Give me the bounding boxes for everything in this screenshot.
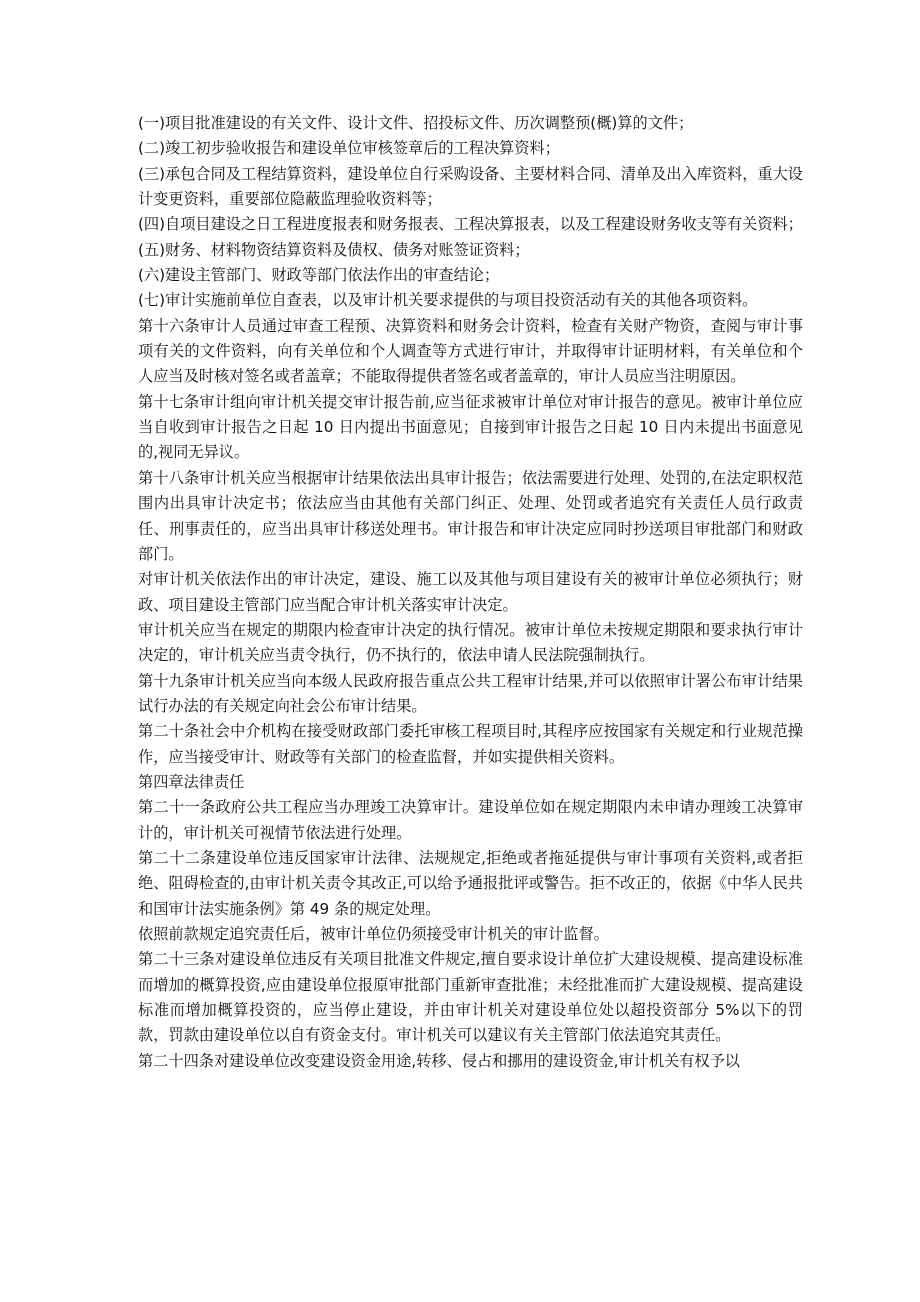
article-18: 第十八条审计机关应当根据审计结果依法出具审计报告；依法需要进行处理、处罚的,在法定职权范围内出具审计决定书；依法应当由其他有关部门纠正、处理、处罚或者追究有关责任人员行政责任、刑事责任的，应当出具审计移送处理书。审计报告和审计决定应同时抄送项目审批部门和财政部门。 — [138, 468, 803, 563]
clause-item-7: (七)审计实施前单位自查表，以及审计机关要求提供的与项目投资活动有关的其他各项资料。 — [138, 291, 758, 310]
article-24: 第二十四条对建设单位改变建设资金用途,转移、侵占和挪用的建设资金,审计机关有权予以 — [138, 1051, 740, 1070]
article-18-para-3: 审计机关应当在规定的期限内检查审计决定的执行情况。被审计单位未按规定期限和要求执行审计决定的，审计机关应当责令执行，仍不执行的，依法申请人民法院强制执行。 — [138, 620, 803, 665]
chapter-4-heading: 第四章法律责任 — [138, 772, 245, 791]
article-16: 第十六条审计人员通过审查工程预、决算资料和财务会计资料，检查有关财产物资，查阅与审计事项有关的文件资料，向有关单位和个人调查等方式进行审计，并取得审计证明材料，有关单位和个人应当及时核对签名或者盖章；不能取得提供者签名或者盖章的，审计人员应当注明原因。 — [138, 316, 803, 386]
article-19: 第十九条审计机关应当向本级人民政府报告重点公共工程审计结果,并可以依照审计署公布审计结果试行办法的有关规定向社会公布审计结果。 — [138, 671, 803, 715]
article-22-para-2: 依照前款规定追究责任后，被审计单位仍须接受审计机关的审计监督。 — [138, 925, 609, 943]
article-20: 第二十条社会中介机构在接受财政部门委托审核工程项目时,其程序应按国家有关规定和行业规范操作，应当接受审计、财政等有关部门的检查监督，并如实提供相关资料。 — [138, 722, 803, 766]
article-17: 第十七条审计组向审计机关提交审计报告前,应当征求被审计单位对审计报告的意见。被审计单位应当自收到审计报告之日起 10 日内提出书面意见；自接到审计报告之日起 10 日内未提出书面意见的,视同无异议。 — [138, 392, 803, 462]
clause-item-1: (一)项目批准建设的有关文件、设计文件、招投标文件、历次调整预(概)算的文件； — [138, 114, 694, 132]
clause-item-4: (四)自项目建设之日工程进度报表和财务报表、工程决算报表，以及工程建设财务收支等有关资料； — [138, 215, 803, 234]
clause-item-6: (六)建设主管部门、财政等部门依法作出的审查结论； — [138, 266, 500, 285]
clause-item-3: (三)承包合同及工程结算资料，建设单位自行采购设备、主要材料合同、清单及出入库资料，重大设计变更资料，重要部位隐蔽监理验收资料等； — [138, 164, 803, 209]
article-18-para-2: 对审计机关依法作出的审计决定，建设、施工以及其他与项目建设有关的被审计单位必须执行；财政、项目建设主管部门应当配合审计机关落实审计决定。 — [138, 570, 803, 614]
article-21: 第二十一条政府公共工程应当办理竣工决算审计。建设单位如在规定期限内未申请办理竣工决算审计的，审计机关可视情节依法进行处理。 — [138, 798, 803, 842]
clause-item-5: (五)财务、材料物资结算资料及债权、债务对账签证资料； — [138, 240, 530, 259]
document-body — [138, 111, 803, 1074]
article-23: 第二十三条对建设单位违反有关项目批准文件规定,擅自要求设计单位扩大建设规模、提高建设标准而增加的概算投资,应由建设单位报原审批部门重新审查批准；未经批准而扩大建设规模、提高建设标准而增加概算投资的，应当停止建设，并由审计机关对建设单位处以超投资部分 5%以下的罚款，罚款由建设单位以自有资金支付。审计机关可以建议有关主管部门依法追究其责任。 — [138, 950, 803, 1045]
article-22: 第二十二条建设单位违反国家审计法律、法规规定,拒绝或者拖延提供与审计事项有关资料,或者拒绝、阻碍检查的,由审计机关责令其改正,可以给予通报批评或警告。拒不改正的，依据《中华人民共和国审计法实施条例》第 49 条的规定处理。 — [138, 848, 803, 918]
clause-item-2: (二)竣工初步验收报告和建设单位审核签章后的工程决算资料； — [138, 139, 560, 158]
